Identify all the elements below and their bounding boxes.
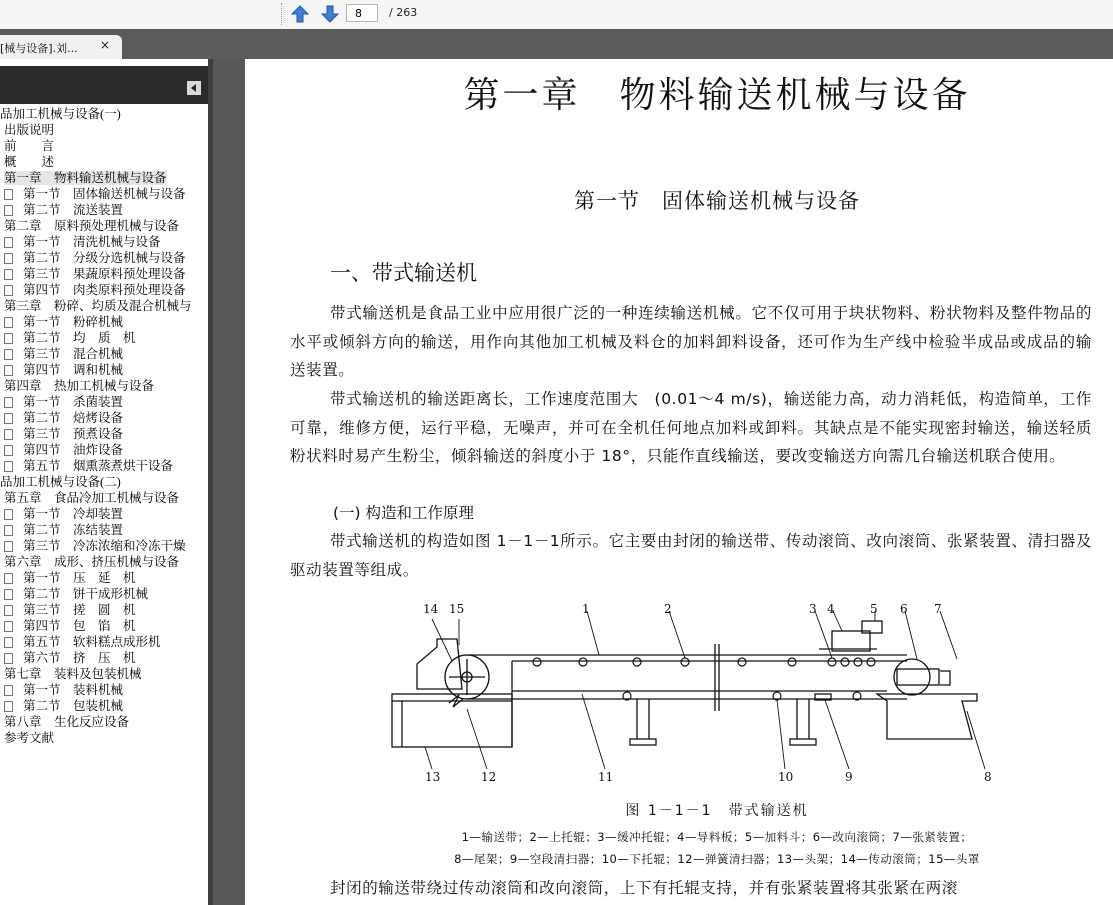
- bookmark-item[interactable]: [0, 682, 208, 698]
- fig-label: 8: [984, 770, 992, 784]
- bookmark-item[interactable]: [0, 314, 208, 330]
- figure-legend-line-1: 1—输送带；2—上托辊；3—缓冲托辊；4—导料板；5—加料斗；6—改向滚筒；7—张紧装置；: [461, 830, 973, 844]
- bookmark-item[interactable]: [0, 234, 208, 250]
- page-icon: [4, 573, 13, 584]
- bookmark-item[interactable]: [0, 106, 208, 122]
- figure-caption: 图 1－1－1 带式输送机: [625, 803, 809, 819]
- bookmark-item[interactable]: [0, 650, 208, 666]
- bookmark-label: 概 述: [4, 155, 55, 169]
- bookmark-item[interactable]: [0, 714, 208, 730]
- page-icon: [4, 445, 13, 456]
- page-icon: [4, 205, 13, 216]
- bookmark-label: 第八章 生化反应设备: [4, 715, 130, 729]
- page-icon: [4, 237, 13, 248]
- bookmark-item[interactable]: [0, 586, 208, 602]
- bookmark-label: 第二节 均 质 机: [23, 331, 136, 345]
- sidebar-splitter[interactable]: [208, 59, 245, 905]
- figure-labels: [423, 602, 992, 784]
- page-icon: [4, 701, 13, 712]
- page-icon: [4, 461, 13, 472]
- bookmark-label: 第二节 饼干成形机械: [23, 587, 149, 601]
- document-page: [245, 59, 1113, 905]
- bookmark-item[interactable]: [0, 410, 208, 426]
- structure-heading: (一) 构造和工作原理: [333, 504, 475, 522]
- bookmark-item[interactable]: [0, 250, 208, 266]
- document-tab-title: [械与设备].刘...: [0, 42, 78, 55]
- bend-pulley: [894, 659, 930, 695]
- bookmark-item[interactable]: [0, 634, 208, 650]
- bookmark-item[interactable]: [0, 202, 208, 218]
- fig-label: 4: [827, 602, 835, 616]
- next-page-button[interactable]: [319, 3, 341, 25]
- paragraph-operation: 封闭的输送带绕过传动滚筒和改向滚筒，上下有托辊支持，并有张紧装置将其张紧在两滚: [330, 879, 958, 897]
- bookmark-item[interactable]: [0, 474, 208, 490]
- tail-frame: [877, 694, 977, 739]
- bookmark-label: 第三节 冷冻浓缩和冷冻干燥: [23, 539, 186, 553]
- bookmark-label: 第三章 粉碎、均质及混合机械与: [4, 299, 192, 313]
- belt-conveyor-figure: [387, 599, 1002, 789]
- bookmark-item[interactable]: [0, 442, 208, 458]
- fig-label: 1: [582, 602, 590, 616]
- spring-cleaner: [449, 695, 463, 707]
- page-icon: [4, 189, 13, 200]
- bookmark-item[interactable]: [0, 298, 208, 314]
- bookmark-label: 第五章 食品冷加工机械与设备: [4, 491, 180, 505]
- bookmark-label: 参考文献: [4, 731, 55, 745]
- bookmark-label: 第四节 调和机械: [23, 363, 124, 377]
- bookmark-item[interactable]: [0, 618, 208, 634]
- bookmark-label: 第五节 烟熏蒸煮烘干设备: [23, 459, 174, 473]
- bookmark-item[interactable]: [0, 330, 208, 346]
- bookmark-label: 第一节 固体输送机械与设备: [23, 187, 186, 201]
- bookmark-label: 出版说明: [4, 123, 55, 137]
- page-icon: [4, 621, 13, 632]
- bookmark-label: 第七章 装料及包装机械: [4, 667, 142, 681]
- page-total-label: / 263: [389, 6, 418, 19]
- fig-label: 7: [934, 602, 942, 616]
- bookmark-item[interactable]: [0, 538, 208, 554]
- bookmark-label: 第二章 原料预处理机械与设备: [4, 219, 180, 233]
- bookmark-item[interactable]: [0, 218, 208, 234]
- sidebar-header: [0, 66, 208, 104]
- bookmark-item[interactable]: [0, 122, 208, 138]
- take-up-device: [897, 669, 939, 685]
- collapse-sidebar-button[interactable]: [187, 81, 201, 95]
- bookmark-item[interactable]: [0, 170, 208, 186]
- page-icon: [4, 509, 13, 520]
- bookmark-item[interactable]: [0, 522, 208, 538]
- paragraph-features: 带式输送机的输送距离长，工作速度范围大 (0.01～4 m/s)，输送能力高，动力消耗低，构造简单，工作可靠，维修方便，运行平稳，无噪声，并可在全机任何地点加料或卸料。其缺点是不能实现密封输送，输送轻质粉状料时易产生粉尘，倾斜输送的斜度小于 18°，只能作直线输送，要改变输送方向需几台输送机联合使用。: [290, 390, 1092, 465]
- bookmark-label: 第一节 杀菌装置: [23, 395, 124, 409]
- bookmark-label: 第六节 挤 压 机: [23, 651, 136, 665]
- bookmark-label: 前 言: [4, 139, 55, 153]
- bookmark-label: 第四节 肉类原料预处理设备: [23, 283, 186, 297]
- chapter-title: 第一章 物料输送机械与设备: [463, 75, 971, 116]
- page-icon: [4, 685, 13, 696]
- page-icon: [4, 413, 13, 424]
- head-cover: [417, 639, 462, 689]
- bookmark-label: 第二节 流送装置: [23, 203, 124, 217]
- bookmark-label: 第三节 混合机械: [23, 347, 124, 361]
- bookmark-item[interactable]: [0, 666, 208, 682]
- page-number-input[interactable]: 8: [346, 4, 378, 22]
- fig-label: 10: [778, 770, 794, 784]
- bookmark-item[interactable]: [0, 554, 208, 570]
- bookmark-item[interactable]: [0, 266, 208, 282]
- bookmark-list: [0, 106, 208, 746]
- bookmark-item[interactable]: [0, 506, 208, 522]
- bookmark-item[interactable]: [0, 378, 208, 394]
- subsection-title: 一、带式输送机: [330, 261, 477, 285]
- fig-label: 11: [598, 770, 614, 784]
- bookmark-item[interactable]: [0, 698, 208, 714]
- page-icon: [4, 525, 13, 536]
- paragraph-structure: 带式输送机的构造如图 1－1－1所示。它主要由封闭的输送带、传动滚筒、改向滚筒、张紧装置、清扫器及驱动装置等组成。: [290, 532, 1092, 579]
- fig-label: 5: [870, 602, 878, 616]
- bookmark-item[interactable]: [0, 138, 208, 154]
- arrow-down-icon: [320, 4, 340, 24]
- bookmark-label: 第一节 冷却装置: [23, 507, 124, 521]
- bookmark-label: 第四章 热加工机械与设备: [4, 379, 155, 393]
- bookmark-label: 第二节 包装机械: [23, 699, 124, 713]
- arrow-up-icon: [290, 4, 310, 24]
- bookmark-item[interactable]: [0, 458, 208, 474]
- fig-label: 6: [900, 602, 908, 616]
- bookmark-item[interactable]: [0, 282, 208, 298]
- fig-label: 13: [425, 770, 441, 784]
- bookmark-item[interactable]: [0, 154, 208, 170]
- bookmark-label: 第二节 焙烤设备: [23, 411, 124, 425]
- page-icon: [4, 349, 13, 360]
- page-icon: [4, 333, 13, 344]
- bookmark-label: 第二节 分级分选机械与设备: [23, 251, 186, 265]
- page-icon: [4, 365, 13, 376]
- splitter-edge: [208, 59, 213, 905]
- close-tab-icon[interactable]: ×: [100, 38, 111, 52]
- triangle-left-icon: [190, 84, 198, 92]
- fig-label: 14: [423, 602, 439, 616]
- bookmark-label: 第四节 包 馅 机: [23, 619, 136, 633]
- fig-label: 9: [845, 770, 853, 784]
- fig-label: 3: [809, 602, 817, 616]
- bookmark-label: 第一节 装料机械: [23, 683, 124, 697]
- tab-bar: [0, 29, 1113, 59]
- page-icon: [4, 653, 13, 664]
- figure-legend-line-2: 8—尾架；9—空段清扫器；10—下托辊；12—弹簧清扫器；13—头架；14—传动滚筒；15—头罩: [454, 852, 980, 866]
- page-icon: [4, 317, 13, 328]
- fig-label: 2: [664, 602, 672, 616]
- toolbar-grip: [281, 3, 284, 25]
- bookmark-item[interactable]: [0, 602, 208, 618]
- bookmark-label: 第三节 预煮设备: [23, 427, 124, 441]
- page-icon: [4, 253, 13, 264]
- feed-hopper: [832, 631, 870, 651]
- bookmark-sidebar: [0, 59, 208, 905]
- bookmark-item[interactable]: [0, 362, 208, 378]
- bookmark-label: 第一节 粉碎机械: [23, 315, 124, 329]
- page-icon: [4, 605, 13, 616]
- bookmark-item[interactable]: [0, 186, 208, 202]
- head-frame: [392, 694, 512, 747]
- paragraph-intro: 带式输送机是食品工业中应用很广泛的一种连续输送机械。它不仅可用于块状物料、粉状物料及整件物品的水平或倾斜方向的输送，用作向其他加工机械及料仓的加料卸料设备，还可作为生产线中检验半成品或成品的输送装置。: [290, 304, 1092, 379]
- bookmark-item[interactable]: [0, 490, 208, 506]
- bookmark-label: 第二节 冻结装置: [23, 523, 124, 537]
- fig-label: 12: [481, 770, 497, 784]
- bookmark-label: 第三节 搓 圆 机: [23, 603, 136, 617]
- page-icon: [4, 429, 13, 440]
- bookmark-label: 第五节 软料糕点成形机: [23, 635, 161, 649]
- page-icon: [4, 541, 13, 552]
- section-title: 第一节 固体输送机械与设备: [574, 189, 860, 213]
- bookmark-label: 第四节 油炸设备: [23, 443, 124, 457]
- bookmark-label: 品加工机械与设备(一): [0, 107, 121, 121]
- bookmark-label: 第一节 压 延 机: [23, 571, 136, 585]
- page-icon: [4, 269, 13, 280]
- bookmark-item[interactable]: [0, 426, 208, 442]
- page-icon: [4, 637, 13, 648]
- bookmark-item[interactable]: [0, 346, 208, 362]
- bookmark-label: 第一章 物料输送机械与设备: [4, 171, 167, 185]
- fig-label: 15: [449, 602, 465, 616]
- bookmark-label: 第三节 果蔬原料预处理设备: [23, 267, 186, 281]
- document-tab[interactable]: [0, 35, 122, 59]
- bookmark-label: 第一节 清洗机械与设备: [23, 235, 161, 249]
- bookmark-label: 品加工机械与设备(二): [0, 475, 121, 489]
- bookmark-item[interactable]: [0, 394, 208, 410]
- bookmark-label: 第六章 成形、挤压机械与设备: [4, 555, 180, 569]
- toolbar: [0, 0, 1113, 29]
- page-icon: [4, 589, 13, 600]
- bookmark-item[interactable]: [0, 730, 208, 746]
- bookmark-item[interactable]: [0, 570, 208, 586]
- page-icon: [4, 397, 13, 408]
- page-icon: [4, 285, 13, 296]
- previous-page-button[interactable]: [289, 3, 311, 25]
